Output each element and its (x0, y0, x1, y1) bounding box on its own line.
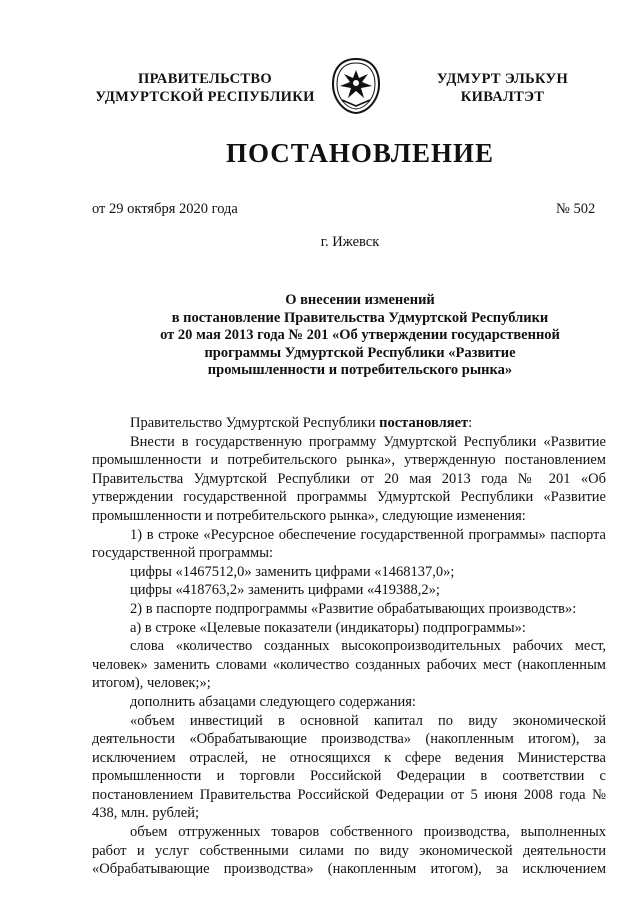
body-paragraph: «объем инвестиций в основной капитал по виду экономической деятельности «Обрабатывающие производства» (накопленным итогом), за исключением отраслей, не относящихся к сфере ведения Министерства промышленности и торговли Российской Федерации в соответствии с постановлением Правительства Российской Федерации от 5 июня 2008 года № 438, млн. рублей; (92, 712, 606, 822)
body-paragraph: Внести в государственную программу Удмуртской Республики «Развитие промышленности и потребительского рынка», утвержденную постановлением Правительства Удмуртской Республики от 20 мая 2013 года № 201 «Об утверждении государственной программы Удмуртской Республики «Развитие промышленности и потребительского рынка», следующие изменения: (92, 433, 606, 524)
government-name-udmurt (415, 70, 590, 106)
header-left-line-1: ПРАВИТЕЛЬСТВО (138, 71, 272, 87)
intro-text: Правительство Удмуртской Республики (130, 415, 380, 431)
body-intro (92, 414, 606, 433)
body-paragraph: слова «количество созданных высокопроизводительных рабочих мест, человек» заменить словами «количество созданных рабочих мест (накопленным итогом), человек;»; (92, 638, 606, 692)
subject-line: в постановление Правительства Удмуртской Республики (171, 309, 549, 326)
subject-line: промышленности и потребительского рынка» (207, 362, 513, 378)
document-subject (100, 292, 620, 380)
body-paragraph: а) в строке «Целевые показатели (индикаторы) подпрограммы»: (130, 619, 526, 636)
udmurt-coat-of-arms-icon (328, 56, 384, 116)
government-name-russian (70, 70, 340, 106)
intro-colon: : (468, 415, 473, 431)
body-paragraph: дополнить абзацами следующего содержания: (130, 693, 416, 710)
body-paragraph: 1) в строке «Ресурсное обеспечение государственной программы» паспорта государственной программы: (92, 526, 606, 562)
body-paragraph: объем отгруженных товаров собственного производства, выполненных работ и услуг собственными силами по виду экономической деятельности «Обрабатывающие производства» (накопленным итогом), за исключением (92, 824, 606, 878)
subject-line: от 20 мая 2013 года № 201 «Об утверждении государственной (160, 327, 560, 343)
document-number: № 502 (556, 201, 596, 217)
subject-line: программы Удмуртской Республики «Развитие (204, 344, 516, 361)
header-right-line-2: КИВАЛТЭТ (460, 89, 545, 105)
header-left-line-2: УДМУРТСКОЙ РЕСПУБЛИКИ (95, 89, 315, 105)
document-body (92, 414, 606, 879)
body-paragraph: цифры «1467512,0» заменить цифрами «1468137,0»; (130, 563, 455, 580)
subject-line: О внесении изменений (285, 292, 435, 308)
body-paragraph: цифры «418763,2» заменить цифрами «419388,2»; (130, 582, 440, 599)
body-paragraph: 2) в паспорте подпрограммы «Развитие обрабатывающих производств»: (130, 600, 577, 617)
document-city: г. Ижевск (320, 234, 380, 250)
header-right-line-1: УДМУРТ ЭЛЬКУН (436, 71, 569, 87)
intro-verb: постановляет (379, 415, 469, 431)
document-date: от 29 октября 2020 года (92, 201, 238, 217)
document-title: ПОСТАНОВЛЕНИЕ (225, 138, 495, 168)
